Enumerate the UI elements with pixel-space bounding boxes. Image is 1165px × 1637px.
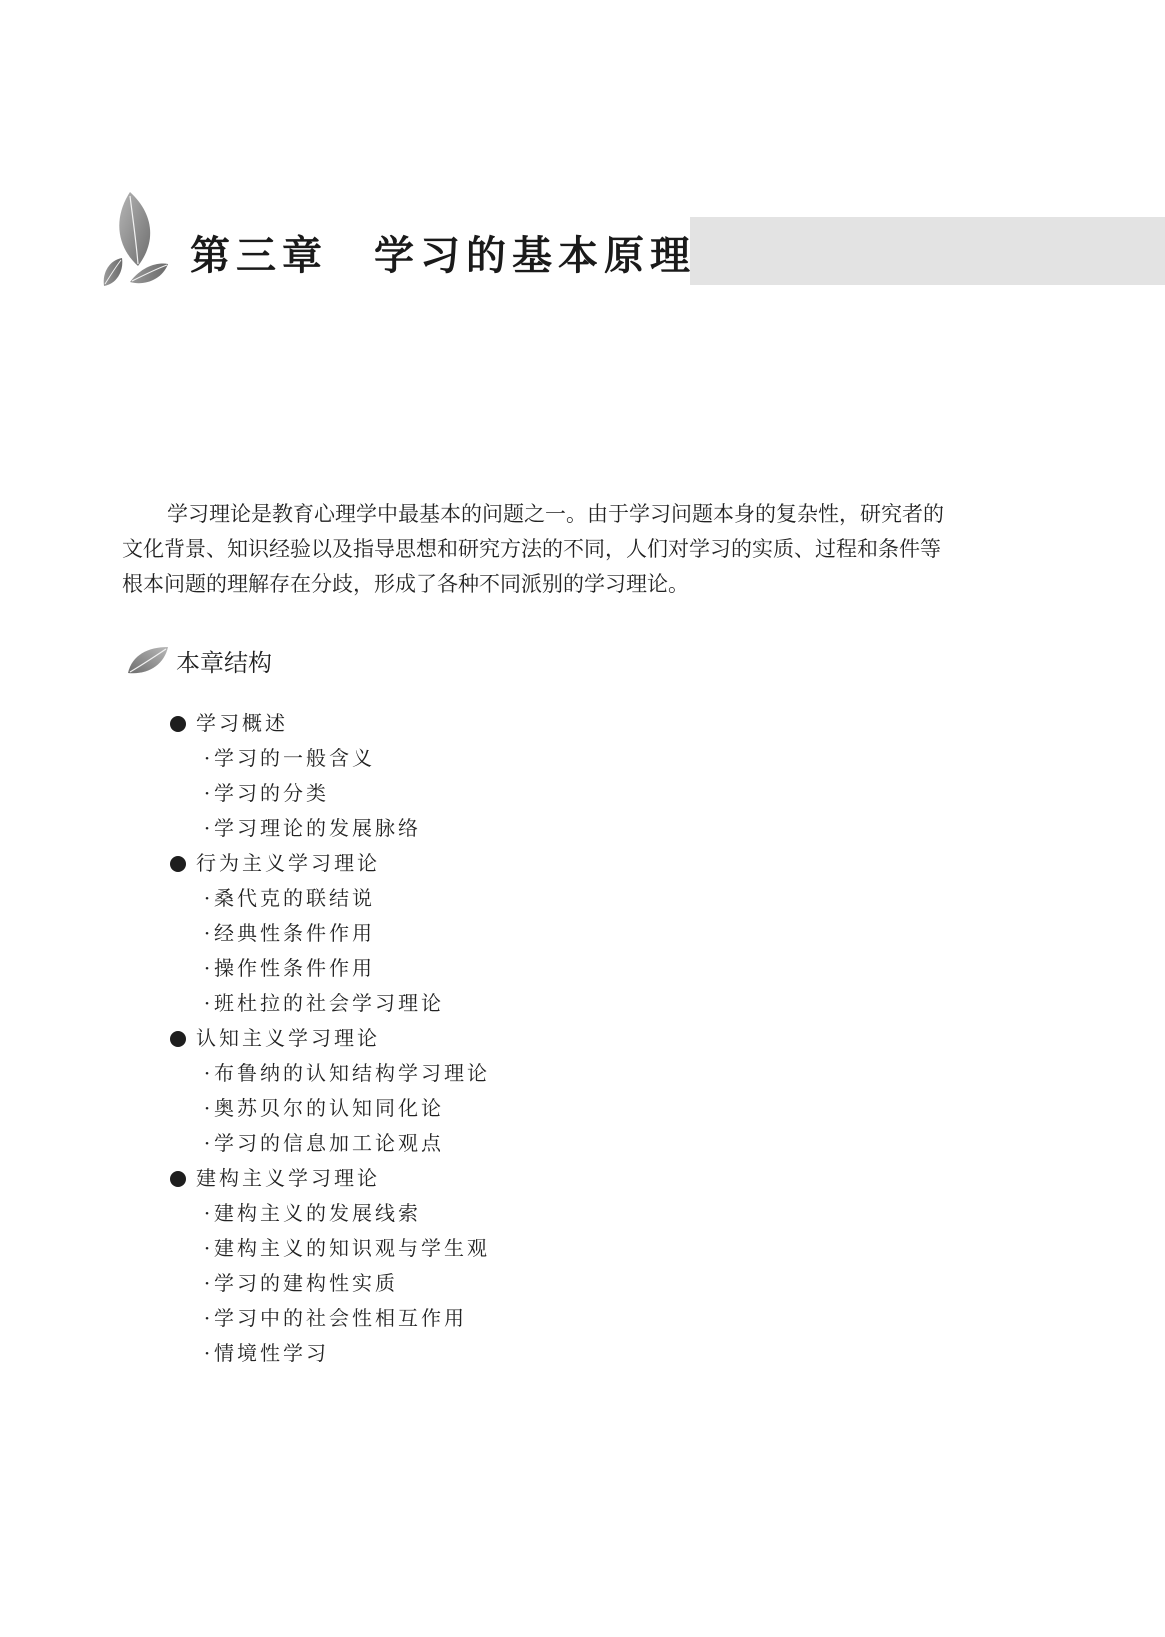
bullet-icon xyxy=(170,1171,186,1187)
chapter-outline xyxy=(170,706,490,1371)
outline-item-label: 学习的建构性实质 xyxy=(214,1271,398,1295)
bullet-dot: · xyxy=(203,886,211,910)
chapter-title xyxy=(190,222,696,282)
intro-line: 学习理论是教育心理学中最基本的问题之一。由于学习问题本身的复杂性，研究者的 xyxy=(167,502,944,526)
bullet-dot: · xyxy=(203,781,211,805)
outline-section-title: 建构主义学习理论 xyxy=(196,1166,380,1190)
outline-item-label: 学习理论的发展脉络 xyxy=(214,816,421,840)
outline-item-label: 奥苏贝尔的认知同化论 xyxy=(214,1096,444,1120)
bullet-dot: · xyxy=(203,956,211,980)
leaf-icon xyxy=(100,190,180,295)
bullet-dot: · xyxy=(203,921,211,945)
outline-item xyxy=(170,1091,490,1126)
outline-section xyxy=(170,1021,490,1056)
bullet-dot: · xyxy=(203,1236,211,1260)
outline-section-title: 学习概述 xyxy=(196,711,288,735)
outline-item xyxy=(170,881,490,916)
outline-item xyxy=(170,916,490,951)
outline-item-label: 操作性条件作用 xyxy=(214,956,375,980)
outline-item xyxy=(170,741,490,776)
bullet-icon xyxy=(170,856,186,872)
bullet-icon xyxy=(170,1031,186,1047)
outline-item xyxy=(170,1196,490,1231)
bullet-dot: · xyxy=(203,1061,211,1085)
small-leaf-icon xyxy=(126,643,170,677)
outline-section xyxy=(170,706,490,741)
outline-item-label: 建构主义的知识观与学生观 xyxy=(214,1236,490,1260)
bullet-dot: · xyxy=(203,1341,211,1365)
outline-item-label: 学习的一般含义 xyxy=(214,746,375,770)
bullet-dot: · xyxy=(203,1306,211,1330)
bullet-dot: · xyxy=(203,1201,211,1225)
bullet-dot: · xyxy=(203,746,211,770)
intro-line: 文化背景、知识经验以及指导思想和研究方法的不同，人们对学习的实质、过程和条件等 xyxy=(122,537,941,561)
bullet-dot: · xyxy=(203,1096,211,1120)
intro-paragraph xyxy=(122,497,1034,602)
outline-item-label: 学习的信息加工论观点 xyxy=(214,1131,444,1155)
bullet-icon xyxy=(170,716,186,732)
outline-item xyxy=(170,811,490,846)
intro-line: 根本问题的理解存在分歧，形成了各种不同派别的学习理论。 xyxy=(122,572,689,596)
bullet-dot: · xyxy=(203,1271,211,1295)
outline-item-label: 学习中的社会性相互作用 xyxy=(214,1306,467,1330)
chapter-title-band xyxy=(690,217,1165,285)
bullet-dot: · xyxy=(203,991,211,1015)
outline-item xyxy=(170,951,490,986)
outline-item xyxy=(170,986,490,1021)
chapter-structure-heading xyxy=(126,640,272,680)
outline-item xyxy=(170,1301,490,1336)
section-title: 本章结构 xyxy=(176,648,272,677)
outline-section-title: 行为主义学习理论 xyxy=(196,851,380,875)
outline-section xyxy=(170,1161,490,1196)
outline-section xyxy=(170,846,490,881)
outline-item-label: 建构主义的发展线索 xyxy=(214,1201,421,1225)
outline-item-label: 学习的分类 xyxy=(214,781,329,805)
chapter-name: 学习的基本原理 xyxy=(374,231,696,279)
outline-item xyxy=(170,1336,490,1371)
outline-item xyxy=(170,776,490,811)
bullet-dot: · xyxy=(203,816,211,840)
outline-item xyxy=(170,1126,490,1161)
chapter-number: 第三章 xyxy=(190,231,328,279)
bullet-dot: · xyxy=(203,1131,211,1155)
outline-section-title: 认知主义学习理论 xyxy=(196,1026,380,1050)
outline-item xyxy=(170,1231,490,1266)
outline-item-label: 桑代克的联结说 xyxy=(214,886,375,910)
outline-item-label: 班杜拉的社会学习理论 xyxy=(214,991,444,1015)
outline-item-label: 情境性学习 xyxy=(214,1341,329,1365)
outline-item xyxy=(170,1266,490,1301)
outline-item-label: 经典性条件作用 xyxy=(214,921,375,945)
outline-item-label: 布鲁纳的认知结构学习理论 xyxy=(214,1061,490,1085)
outline-item xyxy=(170,1056,490,1091)
